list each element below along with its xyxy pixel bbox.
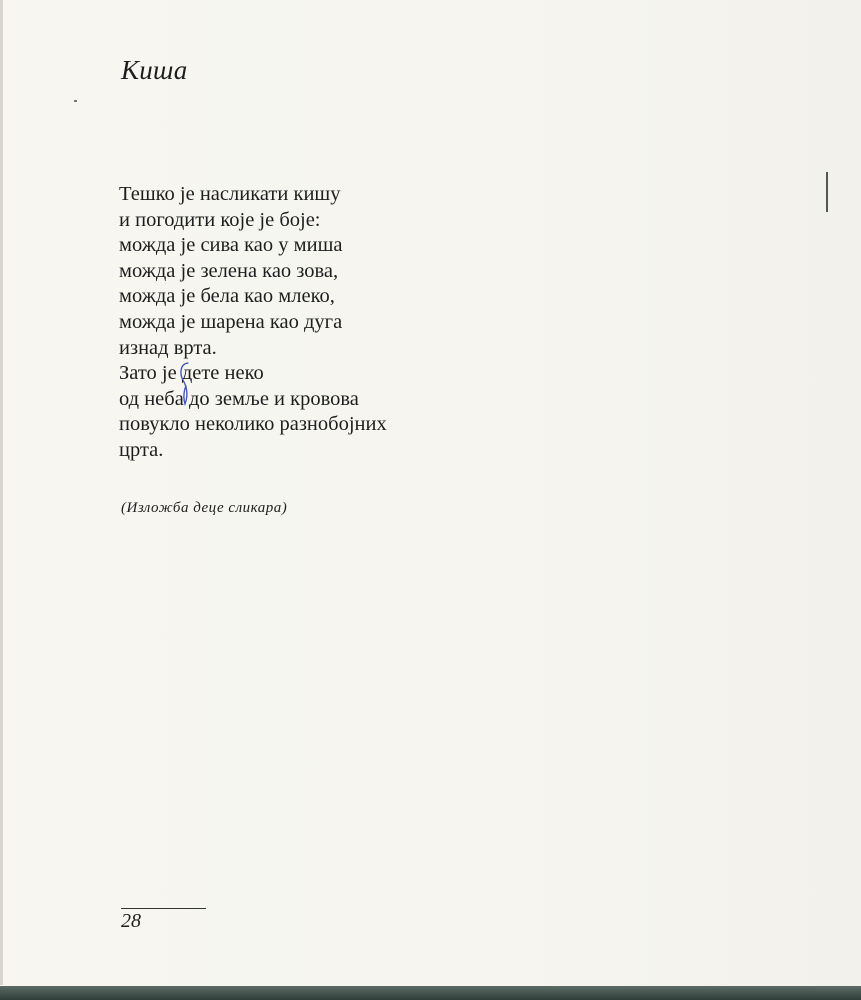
poem-source-caption: (Изложба деце сликара) bbox=[121, 500, 288, 516]
poem-line: повукло неколико разнобојних bbox=[119, 413, 387, 436]
page-number: 28 bbox=[121, 910, 141, 932]
poem-body bbox=[119, 182, 387, 464]
page-number-rule bbox=[121, 908, 206, 909]
poem-line: Тешко је насликати кишу bbox=[119, 183, 341, 205]
poem-line: можда је сива као у миша bbox=[119, 234, 343, 257]
poem-line: изнад врта. bbox=[119, 336, 217, 359]
poem-line: можда је бела као млеко, bbox=[119, 285, 335, 308]
poem-title: Киша bbox=[121, 55, 188, 85]
page-edge-shadow bbox=[0, 0, 3, 985]
poem-line: Зато је дете неко bbox=[119, 362, 264, 385]
poem-line: црта. bbox=[119, 438, 164, 461]
margin-mark bbox=[826, 172, 828, 212]
poem-line: можда је зелена као зова, bbox=[119, 259, 339, 282]
paper-speck bbox=[74, 100, 77, 102]
poem-line: можда је шарена као дуга bbox=[119, 310, 343, 333]
poem-line: од неба до земље и кровова bbox=[119, 387, 359, 410]
poem-line: и погодити које је боје: bbox=[119, 208, 321, 231]
scan-bottom-edge bbox=[0, 986, 861, 1000]
pen-annotation-mark bbox=[176, 360, 196, 408]
